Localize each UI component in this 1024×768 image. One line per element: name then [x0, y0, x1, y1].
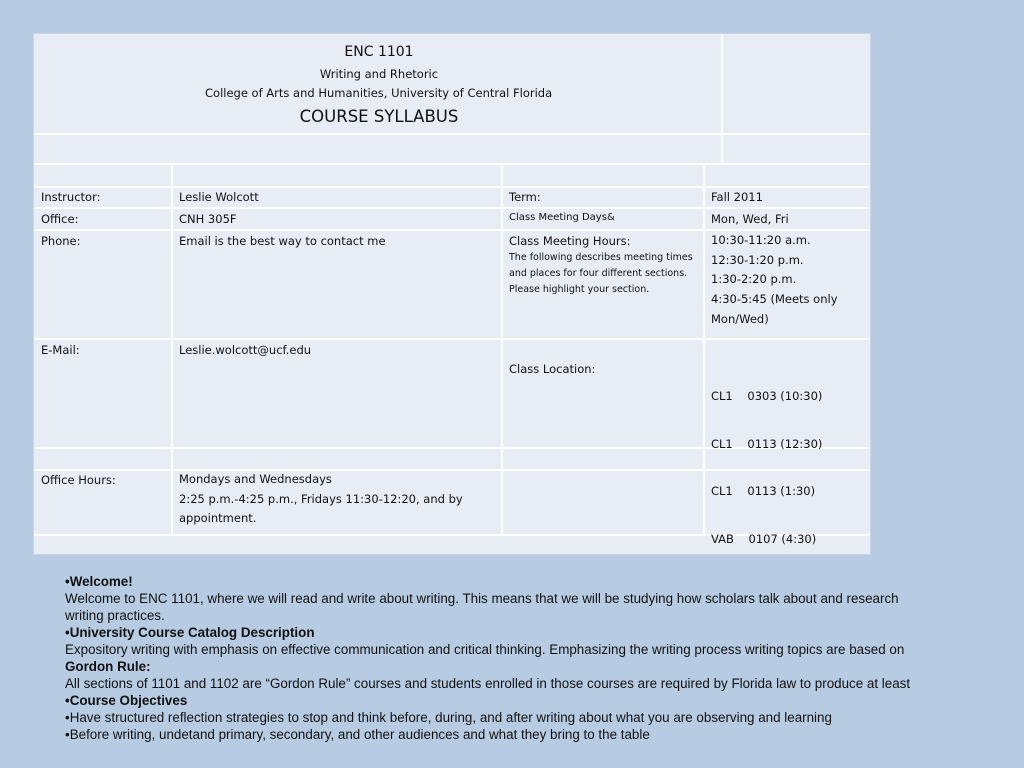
location-value-line: CL1 0113 (12:30): [711, 436, 823, 451]
days-label: Class Meeting Days&: [509, 212, 615, 223]
office-hours-values: [179, 470, 463, 529]
location-value-line: CL1 0303 (10:30): [711, 389, 823, 403]
phone-value: Email is the best way to contact me: [179, 234, 386, 248]
location-values: [711, 359, 822, 578]
location-value-line: VAB 0107 (4:30): [711, 532, 817, 547]
grid-line: [171, 165, 173, 534]
document-title: COURSE SYLLABUS: [299, 107, 459, 126]
email-label: E-Mail:: [41, 343, 80, 357]
hours-note-line: Please highlight your section.: [509, 284, 650, 295]
location-label: Class Location:: [509, 362, 596, 376]
syllabus-notes: [65, 573, 1024, 743]
office-hours-line: Mondays and Wednesdays: [179, 472, 332, 486]
gordon-rule-text: All sections of 1101 and 1102 are “Gordon Rule” courses and students enrolled in those courses are required by Florida law to produce at least: [65, 676, 911, 691]
course-name: Writing and Rhetoric: [319, 67, 439, 81]
grid-line: [34, 163, 870, 165]
gordon-rule-heading: Gordon Rule:: [65, 659, 151, 674]
hours-value-line: 10:30-11:20 a.m.: [711, 233, 811, 247]
hours-value-line: 4:30-5:45 (Meets only: [711, 292, 838, 307]
welcome-text: Welcome to ENC 1101, where we will read and write about writing. This means that we will be studying how scholars talk about and research: [65, 591, 899, 606]
hours-note: [509, 250, 693, 298]
catalog-text: Expository writing with emphasis on effective communication and critical thinking. Emphasizing the writing process writing topics are based on: [65, 642, 905, 657]
syllabus-table: [33, 33, 871, 555]
hours-label: Class Meeting Hours:: [509, 234, 631, 248]
hours-value-line: 1:30-2:20 p.m.: [711, 272, 797, 287]
email-value: Leslie.wolcott@ucf.edu: [179, 343, 312, 357]
grid-line: [703, 165, 705, 534]
hours-value-line: Mon/Wed): [711, 311, 769, 326]
office-label: Office:: [41, 212, 79, 226]
instructor-value: Leslie Wolcott: [179, 190, 259, 204]
welcome-heading: •Welcome!: [65, 574, 133, 589]
office-hours-label: Office Hours:: [41, 473, 116, 487]
hours-values: [711, 231, 838, 330]
objective-item: •Have structured reflection strategies to stop and think before, during, and after writing about what you are observing and learning: [65, 710, 832, 725]
grid-line: [34, 186, 870, 188]
course-code: ENC 1101: [344, 44, 414, 60]
hours-note-line: and places for four different sections.: [509, 268, 688, 279]
office-hours-line: appointment.: [179, 511, 257, 526]
objective-item: •Before writing, undetand primary, secondary, and other audiences and what they bring to the table: [65, 727, 650, 742]
college-name: College of Arts and Humanities, University of Central Florida: [205, 86, 553, 100]
grid-line: [34, 207, 870, 209]
instructor-label: Instructor:: [41, 190, 101, 204]
term-value: Fall 2011: [711, 190, 763, 204]
grid-line: [34, 133, 870, 135]
office-value: CNH 305F: [179, 212, 237, 226]
grid-line: [34, 338, 870, 340]
catalog-heading: •University Course Catalog Description: [65, 625, 315, 640]
objectives-heading: •Course Objectives: [65, 693, 188, 708]
hours-note-line: The following describes meeting times: [509, 252, 693, 263]
hours-value-line: 12:30-1:20 p.m.: [711, 252, 804, 267]
days-value: Mon, Wed, Fri: [711, 212, 789, 226]
term-label: Term:: [509, 190, 541, 204]
grid-line: [501, 165, 503, 534]
office-hours-line: 2:25 p.m.-4:25 p.m., Fridays 11:30-12:20, and by: [179, 491, 463, 506]
location-value-line: CL1 0113 (1:30): [711, 484, 816, 499]
welcome-text-continued: writing practices.: [65, 608, 165, 623]
phone-label: Phone:: [41, 234, 81, 248]
